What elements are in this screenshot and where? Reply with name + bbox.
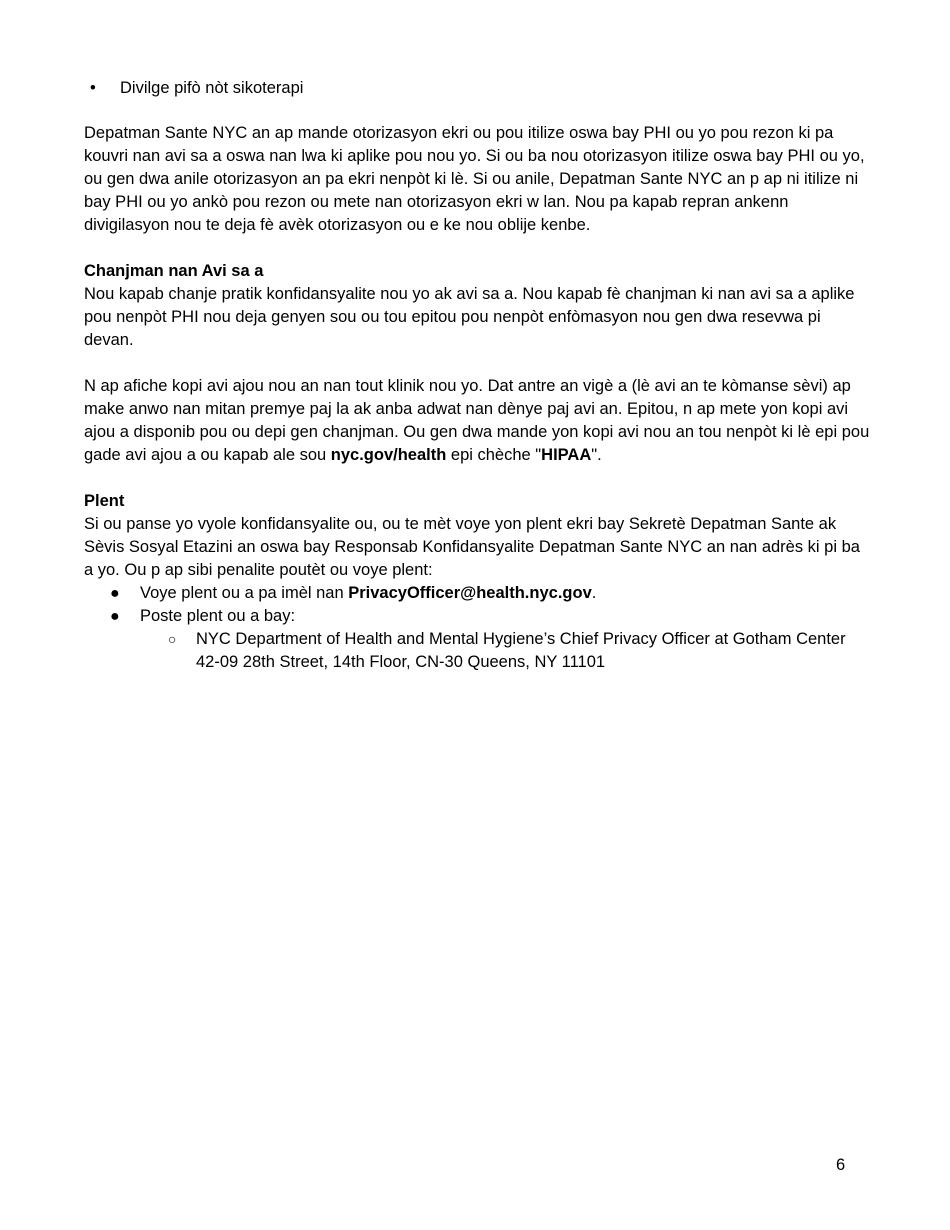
bullet-icon: ● bbox=[110, 608, 120, 625]
address-item bbox=[84, 628, 870, 674]
list-item-text: Divilge pifò nòt sikoterapi bbox=[120, 79, 304, 97]
hipaa-term: HIPAA bbox=[541, 446, 592, 464]
email-suffix: . bbox=[591, 584, 597, 602]
page-number: 6 bbox=[836, 1156, 846, 1174]
paragraph-text: epi chèche " bbox=[446, 446, 542, 464]
address-line-1: NYC Department of Health and Mental Hygiene’s Chief Privacy Officer at Gotham Center bbox=[196, 630, 846, 648]
changes-paragraph-1: Nou kapab chanje pratik konfidansyalite nou yo ak avi sa a. Nou kapab fè chanjman ki nan avi sa a aplike pou nenpòt PHI nou deja genyen sou ou tou epitou pou nenpòt enfòmasyon nou gen dwa resevwa pi devan. bbox=[84, 285, 855, 349]
document-page bbox=[84, 77, 870, 674]
health-website-link: nyc.gov/health bbox=[330, 446, 447, 464]
changes-paragraph-2 bbox=[84, 375, 870, 467]
privacy-officer-email: PrivacyOfficer@health.nyc.gov bbox=[348, 584, 592, 602]
email-prefix: Voye plent ou a pa imèl nan bbox=[140, 584, 349, 602]
paragraph-text: ". bbox=[591, 446, 602, 464]
complaint-methods-list bbox=[84, 582, 870, 674]
list-item-mail bbox=[84, 605, 870, 674]
bullet-icon: ● bbox=[110, 585, 120, 602]
authorization-paragraph: Depatman Sante NYC an ap mande otorizasyon ekri ou pou itilize oswa bay PHI ou yo pou rezon ki pa kouvri nan avi sa a oswa nan lwa ki aplike pou nou yo. Si ou ba nou otorizasyon itilize oswa bay PHI ou yo, ou gen dwa anile otorizasyon an pa ekri nenpòt ki lè. Si ou anile, Depatman Sante NYC an p ap ni itilize ni bay PHI ou yo ankò pou rezon ou mete nan otorizasyon ekri w lan. Nou pa kapab repran ankenn divigilasyon nou te deja fè avèk otorizasyon ou e ke nou oblije kenbe. bbox=[84, 124, 865, 234]
circle-bullet-icon: ○ bbox=[168, 631, 177, 647]
address-sublist bbox=[84, 628, 870, 674]
mail-label: Poste plent ou a bay: bbox=[140, 607, 296, 625]
complaints-heading: Plent bbox=[84, 492, 125, 510]
bullet-icon: • bbox=[90, 79, 96, 97]
paragraph-text: N ap afiche kopi avi ajou nou an nan tout klinik nou yo. Dat antre an vigè a (lè avi an te kòmanse sèvi) ap make anwo nan mitan premye paj la ak anba adwat nan dènye paj avi an. Epitou, n ap mete yon kopi avi ajou a disponib pou ou depi gen chanjman. Ou gen dwa mande yon kopi avi nou an tou nenpòt ki lè epi pou gade avi ajou a ou kapab ale sou bbox=[84, 377, 870, 464]
complaints-paragraph: Si ou panse yo vyole konfidansyalite ou, ou te mèt voye yon plent ekri bay Sekretè Depatman Sante ak Sèvis Sosyal Etazini an oswa bay Responsab Konfidansyalite Depatman Sante NYC an nan adrès ki pi ba a yo. Ou p ap sibi penalite poutèt ou voye plent: bbox=[84, 515, 860, 579]
list-item-email bbox=[84, 582, 870, 605]
list-item bbox=[84, 77, 870, 100]
changes-heading: Chanjman nan Avi sa a bbox=[84, 262, 264, 280]
address-line-2: 42-09 28th Street, 14th Floor, CN-30 Queens, NY 11101 bbox=[196, 653, 606, 671]
